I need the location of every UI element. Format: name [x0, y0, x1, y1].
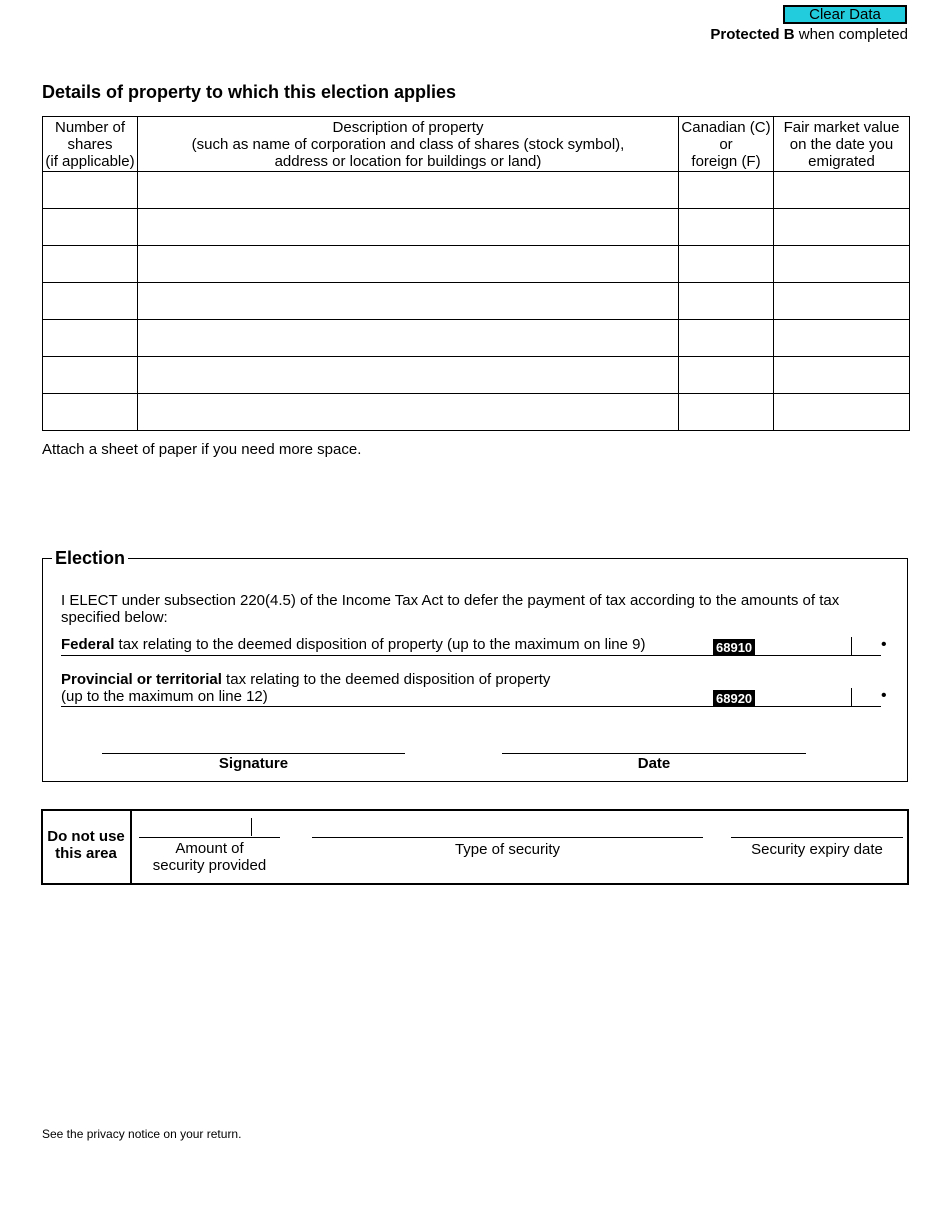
header-line: Description of property — [332, 118, 484, 136]
origin-cell[interactable] — [679, 209, 774, 246]
federal-cents-divider — [851, 637, 852, 656]
type-security-field[interactable] — [312, 837, 703, 838]
value-cell[interactable] — [774, 209, 910, 246]
provincial-bullet: • — [881, 687, 887, 704]
header-line: Fair market value — [783, 118, 900, 136]
do-not-use-label — [43, 828, 129, 862]
expiry-date-label: Security expiry date — [751, 841, 883, 858]
header-line: shares — [67, 135, 113, 153]
description-cell[interactable] — [138, 320, 679, 357]
federal-label-text: tax relating to the deemed disposition of property (up to the maximum on line 9) — [114, 636, 646, 653]
origin-cell[interactable] — [679, 394, 774, 431]
do-not-use-label-line1: Do not use — [47, 828, 125, 845]
header-line: Canadian (C) — [681, 118, 771, 136]
protected-text: when completed — [794, 26, 908, 43]
description-cell[interactable] — [138, 394, 679, 431]
signature-field[interactable] — [102, 753, 405, 754]
value-cell[interactable] — [774, 283, 910, 320]
header-line: (such as name of corporation and class of shares (stock symbol), — [191, 135, 625, 153]
provincial-amount-input[interactable] — [757, 688, 851, 706]
attach-note: Attach a sheet of paper if you need more space. — [42, 441, 362, 458]
table-row — [43, 357, 910, 394]
shares-cell[interactable] — [43, 246, 138, 283]
header-line: on the date you — [789, 135, 894, 153]
federal-amount-input[interactable] — [757, 637, 851, 655]
protected-level: Protected B — [710, 26, 795, 43]
shares-cell[interactable] — [43, 172, 138, 209]
table-row — [43, 209, 910, 246]
federal-line-code: 68910 — [713, 639, 755, 656]
election-legend: Election — [52, 548, 128, 569]
federal-underline — [61, 655, 881, 656]
privacy-notice: See the privacy notice on your return. — [42, 1127, 242, 1141]
table-row — [43, 320, 910, 357]
header-line: address or location for buildings or land) — [274, 152, 542, 170]
provincial-label-line2: (up to the maximum on line 12) — [61, 688, 268, 705]
details-section-title: Details of property to which this election applies — [42, 82, 457, 102]
col-header-number-of-shares — [43, 117, 138, 172]
description-cell[interactable] — [138, 357, 679, 394]
col-header-fair-market-value — [774, 117, 910, 172]
description-cell[interactable] — [138, 172, 679, 209]
federal-label — [61, 636, 645, 653]
shares-cell[interactable] — [43, 209, 138, 246]
col-header-description — [138, 117, 679, 172]
table-header-row — [43, 117, 910, 172]
property-table — [42, 116, 910, 431]
amount-security-field[interactable] — [139, 837, 280, 838]
value-cell[interactable] — [774, 357, 910, 394]
shares-cell[interactable] — [43, 320, 138, 357]
provincial-label-bold: Provincial or territorial — [61, 671, 222, 688]
origin-cell[interactable] — [679, 246, 774, 283]
provincial-label-text: tax relating to the deemed disposition of property — [221, 671, 551, 688]
shares-cell[interactable] — [43, 283, 138, 320]
provincial-cents-input[interactable] — [853, 688, 879, 706]
description-cell[interactable] — [138, 246, 679, 283]
provincial-label — [61, 671, 550, 688]
header-line: (if applicable) — [45, 152, 135, 170]
origin-cell[interactable] — [679, 172, 774, 209]
amount-security-label — [139, 840, 280, 874]
federal-bullet: • — [881, 636, 887, 653]
federal-cents-input[interactable] — [853, 637, 879, 655]
description-cell[interactable] — [138, 283, 679, 320]
date-label: Date — [637, 755, 671, 772]
do-not-use-label-line2: this area — [55, 845, 117, 862]
protected-notice — [710, 26, 908, 43]
expiry-date-field[interactable] — [731, 837, 903, 838]
value-cell[interactable] — [774, 320, 910, 357]
value-cell[interactable] — [774, 246, 910, 283]
origin-cell[interactable] — [679, 357, 774, 394]
col-header-canadian-foreign — [679, 117, 774, 172]
amount-cents-divider — [251, 818, 252, 836]
amount-label-line2: security provided — [152, 857, 267, 874]
do-not-use-divider — [130, 809, 132, 885]
provincial-line-code: 68920 — [713, 690, 755, 707]
signature-label: Signature — [218, 755, 289, 772]
description-cell[interactable] — [138, 209, 679, 246]
value-cell[interactable] — [774, 394, 910, 431]
header-line: Number of — [54, 118, 126, 136]
clear-data-button[interactable]: Clear Data — [783, 5, 907, 24]
header-line: emigrated — [808, 152, 875, 170]
shares-cell[interactable] — [43, 357, 138, 394]
federal-label-bold: Federal — [61, 636, 115, 653]
origin-cell[interactable] — [679, 320, 774, 357]
table-row — [43, 246, 910, 283]
origin-cell[interactable] — [679, 283, 774, 320]
table-row — [43, 172, 910, 209]
header-line: foreign (F) — [691, 152, 761, 170]
provincial-cents-divider — [851, 688, 852, 707]
shares-cell[interactable] — [43, 394, 138, 431]
provincial-underline — [61, 706, 881, 707]
type-security-label: Type of security — [454, 841, 561, 858]
header-line: or — [719, 135, 733, 153]
value-cell[interactable] — [774, 172, 910, 209]
election-intro: I ELECT under subsection 220(4.5) of the Income Tax Act to defer the payment of tax according to the amounts of tax specified below: — [61, 592, 840, 626]
table-row — [43, 283, 910, 320]
table-row — [43, 394, 910, 431]
date-field[interactable] — [502, 753, 806, 754]
amount-label-line1: Amount of — [175, 840, 244, 857]
